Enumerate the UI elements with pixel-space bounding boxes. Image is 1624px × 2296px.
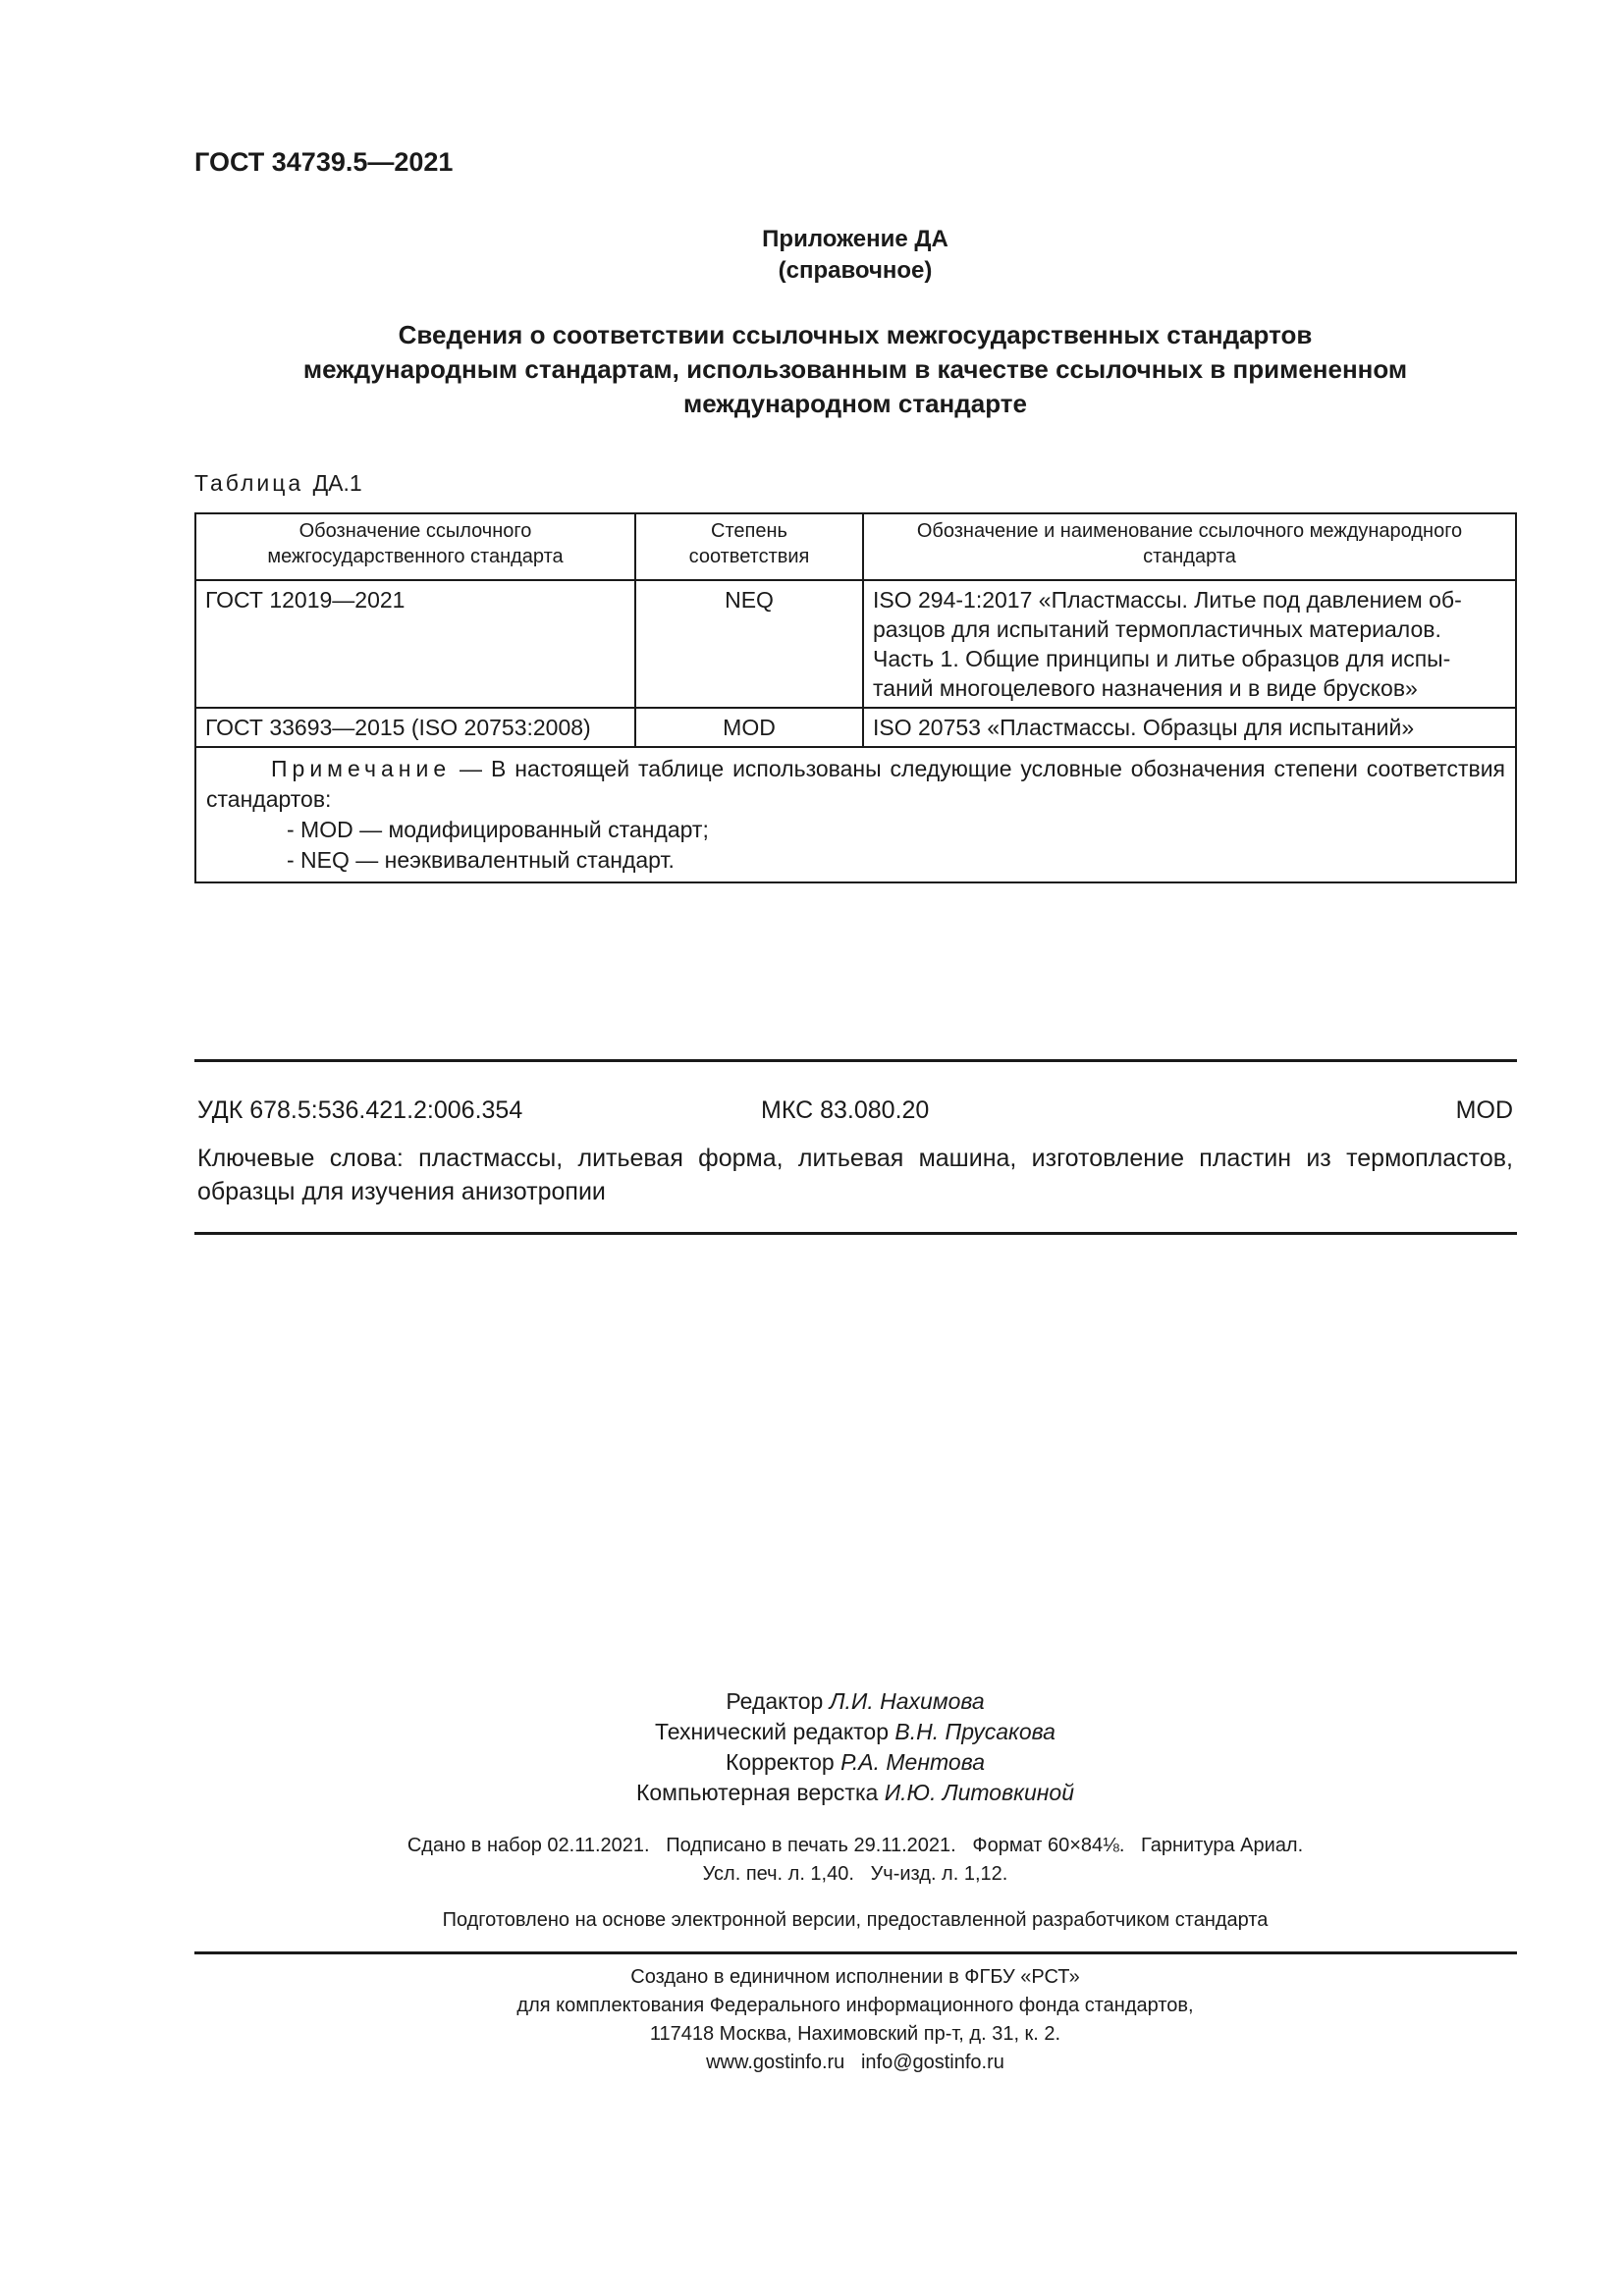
divider bbox=[194, 1232, 1517, 1235]
table-label-word: Таблица bbox=[194, 470, 304, 496]
note-label: Примечание bbox=[271, 756, 452, 781]
udk-code: УДК 678.5:536.421.2:006.354 bbox=[197, 1096, 523, 1124]
credit-line: Редактор Л.И. Нахимова bbox=[726, 1688, 985, 1714]
section-heading bbox=[194, 318, 1516, 421]
credit-line: Компьютерная верстка И.Ю. Литовкиной bbox=[635, 1780, 1074, 1805]
section-heading-line: Сведения о соответствии ссылочных межгосударственных стандартов bbox=[398, 320, 1313, 349]
publisher-line: Создано в единичном исполнении в ФГБУ «РСТ» bbox=[630, 1966, 1080, 1988]
appendix-subtitle: (справочное) bbox=[778, 257, 933, 284]
cell-international: ISO 294-1:2017 «Пластмассы. Литье под давлением об- разцов для испытаний термопластичных материалов. Часть 1. Общие принципы и литье образцов для испы- таний многоцелевого назначения и в виде брусков» bbox=[863, 580, 1516, 708]
table-row bbox=[195, 708, 1516, 747]
table-label-number: ДА.1 bbox=[312, 470, 362, 496]
divider bbox=[194, 1951, 1517, 1954]
prepared-note: Подготовлено на основе электронной версии, предоставленной разработчиком стандарта bbox=[442, 1909, 1269, 1931]
print-info-line: Усл. печ. л. 1,40. Уч-изд. л. 1,12. bbox=[702, 1863, 1008, 1885]
note-item: - MOD — модифицированный стандарт; bbox=[287, 817, 709, 842]
mks-code: МКС 83.080.20 bbox=[761, 1096, 930, 1124]
credit-line: Корректор Р.А. Ментова bbox=[725, 1749, 985, 1775]
cell-standard: ГОСТ 12019—2021 bbox=[195, 580, 635, 708]
header-degree: Степень соответствия bbox=[635, 513, 863, 580]
header-interstate-standard: Обозначение ссылочного межгосударственного стандарта bbox=[195, 513, 635, 580]
divider bbox=[194, 1059, 1517, 1062]
cell-standard: ГОСТ 33693—2015 (ISO 20753:2008) bbox=[195, 708, 635, 747]
cell-international: ISO 20753 «Пластмассы. Образцы для испытаний» bbox=[863, 708, 1516, 747]
classification-row bbox=[197, 1096, 1513, 1130]
section-heading-line: международным стандартам, использованным в качестве ссылочных в примененном bbox=[302, 354, 1408, 384]
publisher-info bbox=[194, 1963, 1516, 2077]
publisher-line: для комплектования Федерального информационного фонда стандартов, bbox=[516, 1995, 1194, 2016]
publisher-line: 117418 Москва, Нахимовский пр-т, д. 31, к. 2. bbox=[649, 2023, 1061, 2045]
cell-degree: MOD bbox=[635, 708, 863, 747]
header-international-standard: Обозначение и наименование ссылочного международного стандарта bbox=[863, 513, 1516, 580]
print-info-line: Сдано в набор 02.11.2021. Подписано в печать 29.11.2021. Формат 60×84⅛. Гарнитура Ариал. bbox=[406, 1835, 1304, 1856]
table-row bbox=[195, 580, 1516, 708]
cell-degree: NEQ bbox=[635, 580, 863, 708]
table-note-row bbox=[195, 747, 1516, 882]
table-header-row bbox=[195, 513, 1516, 580]
document-code: ГОСТ 34739.5—2021 bbox=[194, 147, 454, 177]
section-heading-line: международном стандарте bbox=[683, 389, 1027, 418]
note-item: - NEQ — неэквивалентный стандарт. bbox=[287, 847, 675, 873]
credits bbox=[194, 1686, 1516, 1808]
appendix-header bbox=[194, 224, 1516, 287]
table-label bbox=[194, 470, 362, 497]
table-note bbox=[195, 747, 1516, 882]
appendix-title: Приложение ДА bbox=[762, 226, 948, 252]
publisher-contacts: www.gostinfo.ru info@gostinfo.ru bbox=[706, 2052, 1004, 2073]
print-info bbox=[194, 1832, 1516, 1889]
credit-line: Технический редактор В.Н. Прусакова bbox=[655, 1719, 1056, 1744]
correspondence-table bbox=[194, 512, 1517, 883]
degree-code: MOD bbox=[1455, 1096, 1513, 1124]
note-text: — В настоящей таблице использованы следующие условные обозначения степени соответствия стандартов: bbox=[206, 756, 1505, 812]
keywords: Ключевые слова: пластмассы, литьевая форма, литьевая машина, изготовление пластин из термопластов, образцы для изучения анизотропии bbox=[197, 1145, 1513, 1205]
